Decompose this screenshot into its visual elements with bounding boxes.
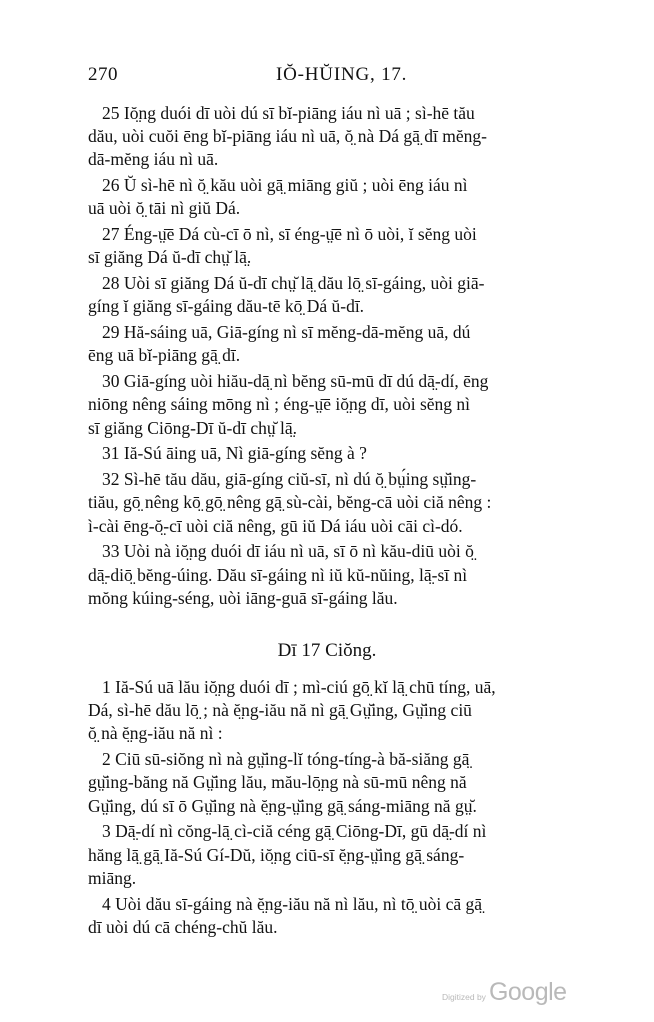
verse-paragraph bbox=[88, 820, 572, 890]
verse-line: 31 Iă-Sú āing uā, Nì giā-gíng sĕng à ? bbox=[102, 443, 367, 464]
verse-line: ŏ̤ nà ĕ̤ng-iău nă nì : bbox=[88, 723, 223, 744]
verse-block-top bbox=[88, 102, 572, 613]
chapter-heading: Dī 17 Ciŏng. bbox=[277, 640, 377, 661]
verse-line: mŏng kúing-séng, uòi iāng-guā sī-gáing lău. bbox=[88, 587, 398, 608]
verse-line: dā-mĕng iáu nì uā. bbox=[88, 149, 219, 170]
verse-line: dău, uòi cuŏi ēng bĭ-piāng iáu nì uā, ŏ̤ nà Dá gā̤ dī mĕng- bbox=[88, 126, 487, 147]
verse-line: 3 Dā̤-dí nì cŏng-lā̤ cì-ciă céng gā̤ Ciōng-Dī, gū dā̤-dí nì bbox=[102, 821, 487, 842]
verse-line: 27 Éng-ṳ̄ē Dá cù-cī ō nì, sī éng-ṳ̄ē nì ō uòi, ĭ sĕng uòi bbox=[102, 224, 477, 245]
verse-line: 32 Sì-hē tău dău, giā-gíng ciŭ-sī, nì dú ŏ̤ bṳ́ing sṳ̆ing- bbox=[102, 469, 477, 490]
verse-paragraph bbox=[88, 321, 572, 367]
verse-paragraph bbox=[88, 468, 572, 538]
verse-line: gṳ̆ing-băng nă Gṳ̆ing lău, mău-lō̤ng nà sū-mū nêng nă bbox=[88, 772, 467, 793]
google-logo-text: Google bbox=[488, 978, 567, 1006]
verse-line: 26 Ŭ sì-hē nì ŏ̤ kău uòi gā̤ miāng giŭ ; uòi ēng iáu nì bbox=[102, 175, 468, 196]
verse-line: 33 Uòi nà iŏ̤ng duói dī iáu nì uā, sī ō nì kău-diū uòi ŏ̤ bbox=[102, 541, 474, 562]
google-watermark bbox=[442, 978, 567, 1007]
verse-paragraph bbox=[88, 223, 572, 269]
verse-line: ēng uā bĭ-piāng gā̤ dī. bbox=[88, 345, 241, 366]
verse-line: ì-cài ēng-ŏ̤-cī uòi ciă nêng, gū iŭ Dá iáu uòi cāi cì-dó. bbox=[88, 515, 463, 536]
verse-line: 29 Hă-sáing uā, Giā-gíng nì sī mĕng-dā-mĕng uā, dú bbox=[102, 322, 471, 343]
verse-paragraph bbox=[88, 676, 572, 746]
verse-paragraph bbox=[88, 540, 572, 610]
verse-line: 28 Uòi sī giăng Dá ŭ-dī chṳ̆ lā̤ dău lō̤ sī-gáing, uòi giā- bbox=[102, 273, 485, 294]
verse-block-bottom bbox=[88, 676, 572, 942]
verse-line: dā̤-diō̤ bĕng-úing. Dău sī-gáing nì iŭ kŭ-nŭing, lā̤-sī nì bbox=[88, 564, 468, 585]
verse-paragraph bbox=[88, 102, 572, 172]
verse-line: 1 Iă-Sú uā lău iŏ̤ng duói dī ; mì-ciú gō̤ kĭ lā̤ chū tíng, uā, bbox=[102, 677, 496, 697]
page-number: 270 bbox=[88, 64, 118, 85]
verse-line: 4 Uòi dău sī-gáing nà ĕ̤ng-iău nă nì lău, nì tō̤ uòi cā gā̤ bbox=[102, 893, 483, 914]
watermark-prefix: Digitized by bbox=[442, 992, 486, 1002]
verse-line: uā uòi ŏ̤ tāi nì giŭ Dá. bbox=[88, 198, 241, 219]
verse-line: Gṳ̆ing, dú sī ō Gṳ̆ing nà ĕ̤ng-ṳ̆ing gā̤ sáng-miāng nă gṳ̆. bbox=[88, 795, 477, 816]
verse-line: tiău, gō̤ nêng kō̤ gō̤ nêng gā̤ sù-cài, bĕng-cā uòi ciă nêng : bbox=[88, 492, 492, 513]
verse-paragraph bbox=[88, 370, 572, 440]
running-head: IŎ-HŬING, 17. bbox=[276, 64, 408, 85]
verse-paragraph bbox=[88, 174, 572, 220]
verse-line: Dá, sì-hē dău lō̤ ; nà ĕ̤ng-iău nă nì gā̤ Gṳ̆ing, Gṳ̆ing ciū bbox=[88, 700, 472, 721]
verse-line: miāng. bbox=[88, 867, 137, 888]
verse-paragraph bbox=[88, 893, 572, 939]
verse-line: 25 Iŏ̤ng duói dī uòi dú sī bĭ-piāng iáu nì uā ; sì-hē tău bbox=[102, 103, 475, 123]
verse-paragraph bbox=[88, 442, 572, 465]
verse-line: 30 Giā-gíng uòi hiău-dā̤ nì bĕng sū-mū dī dú dā̤-dí, ēng bbox=[102, 371, 489, 392]
verse-paragraph bbox=[88, 748, 572, 818]
verse-line: sī giăng Dá ŭ-dī chṳ̆ lā̤. bbox=[88, 247, 252, 268]
verse-line: 2 Ciū sū-siŏng nì nà gṳ̆ing-lĭ tóng-tíng-à bă-siăng gā̤ bbox=[102, 749, 470, 770]
verse-line: niōng nêng sáing mōng nì ; éng-ṳ̄ē iŏ̤ng dī, uòi sĕng nì bbox=[88, 394, 471, 415]
verse-line: gíng ĭ giăng sī-gáing dău-tē kō̤ Dá ŭ-dī. bbox=[88, 296, 365, 317]
verse-line: sī giăng Ciōng-Dī ŭ-dī chṳ̆ lā̤. bbox=[88, 417, 298, 438]
verse-paragraph bbox=[88, 272, 572, 318]
verse-line: hăng lā̤ gā̤ Iă-Sú Gí-Dŭ, iŏ̤ng ciū-sī ĕ̤ng-ṳ̆ing gā̤ sáng- bbox=[88, 844, 465, 865]
verse-line: dī uòi dú cā chéng-chŭ lău. bbox=[88, 916, 278, 937]
